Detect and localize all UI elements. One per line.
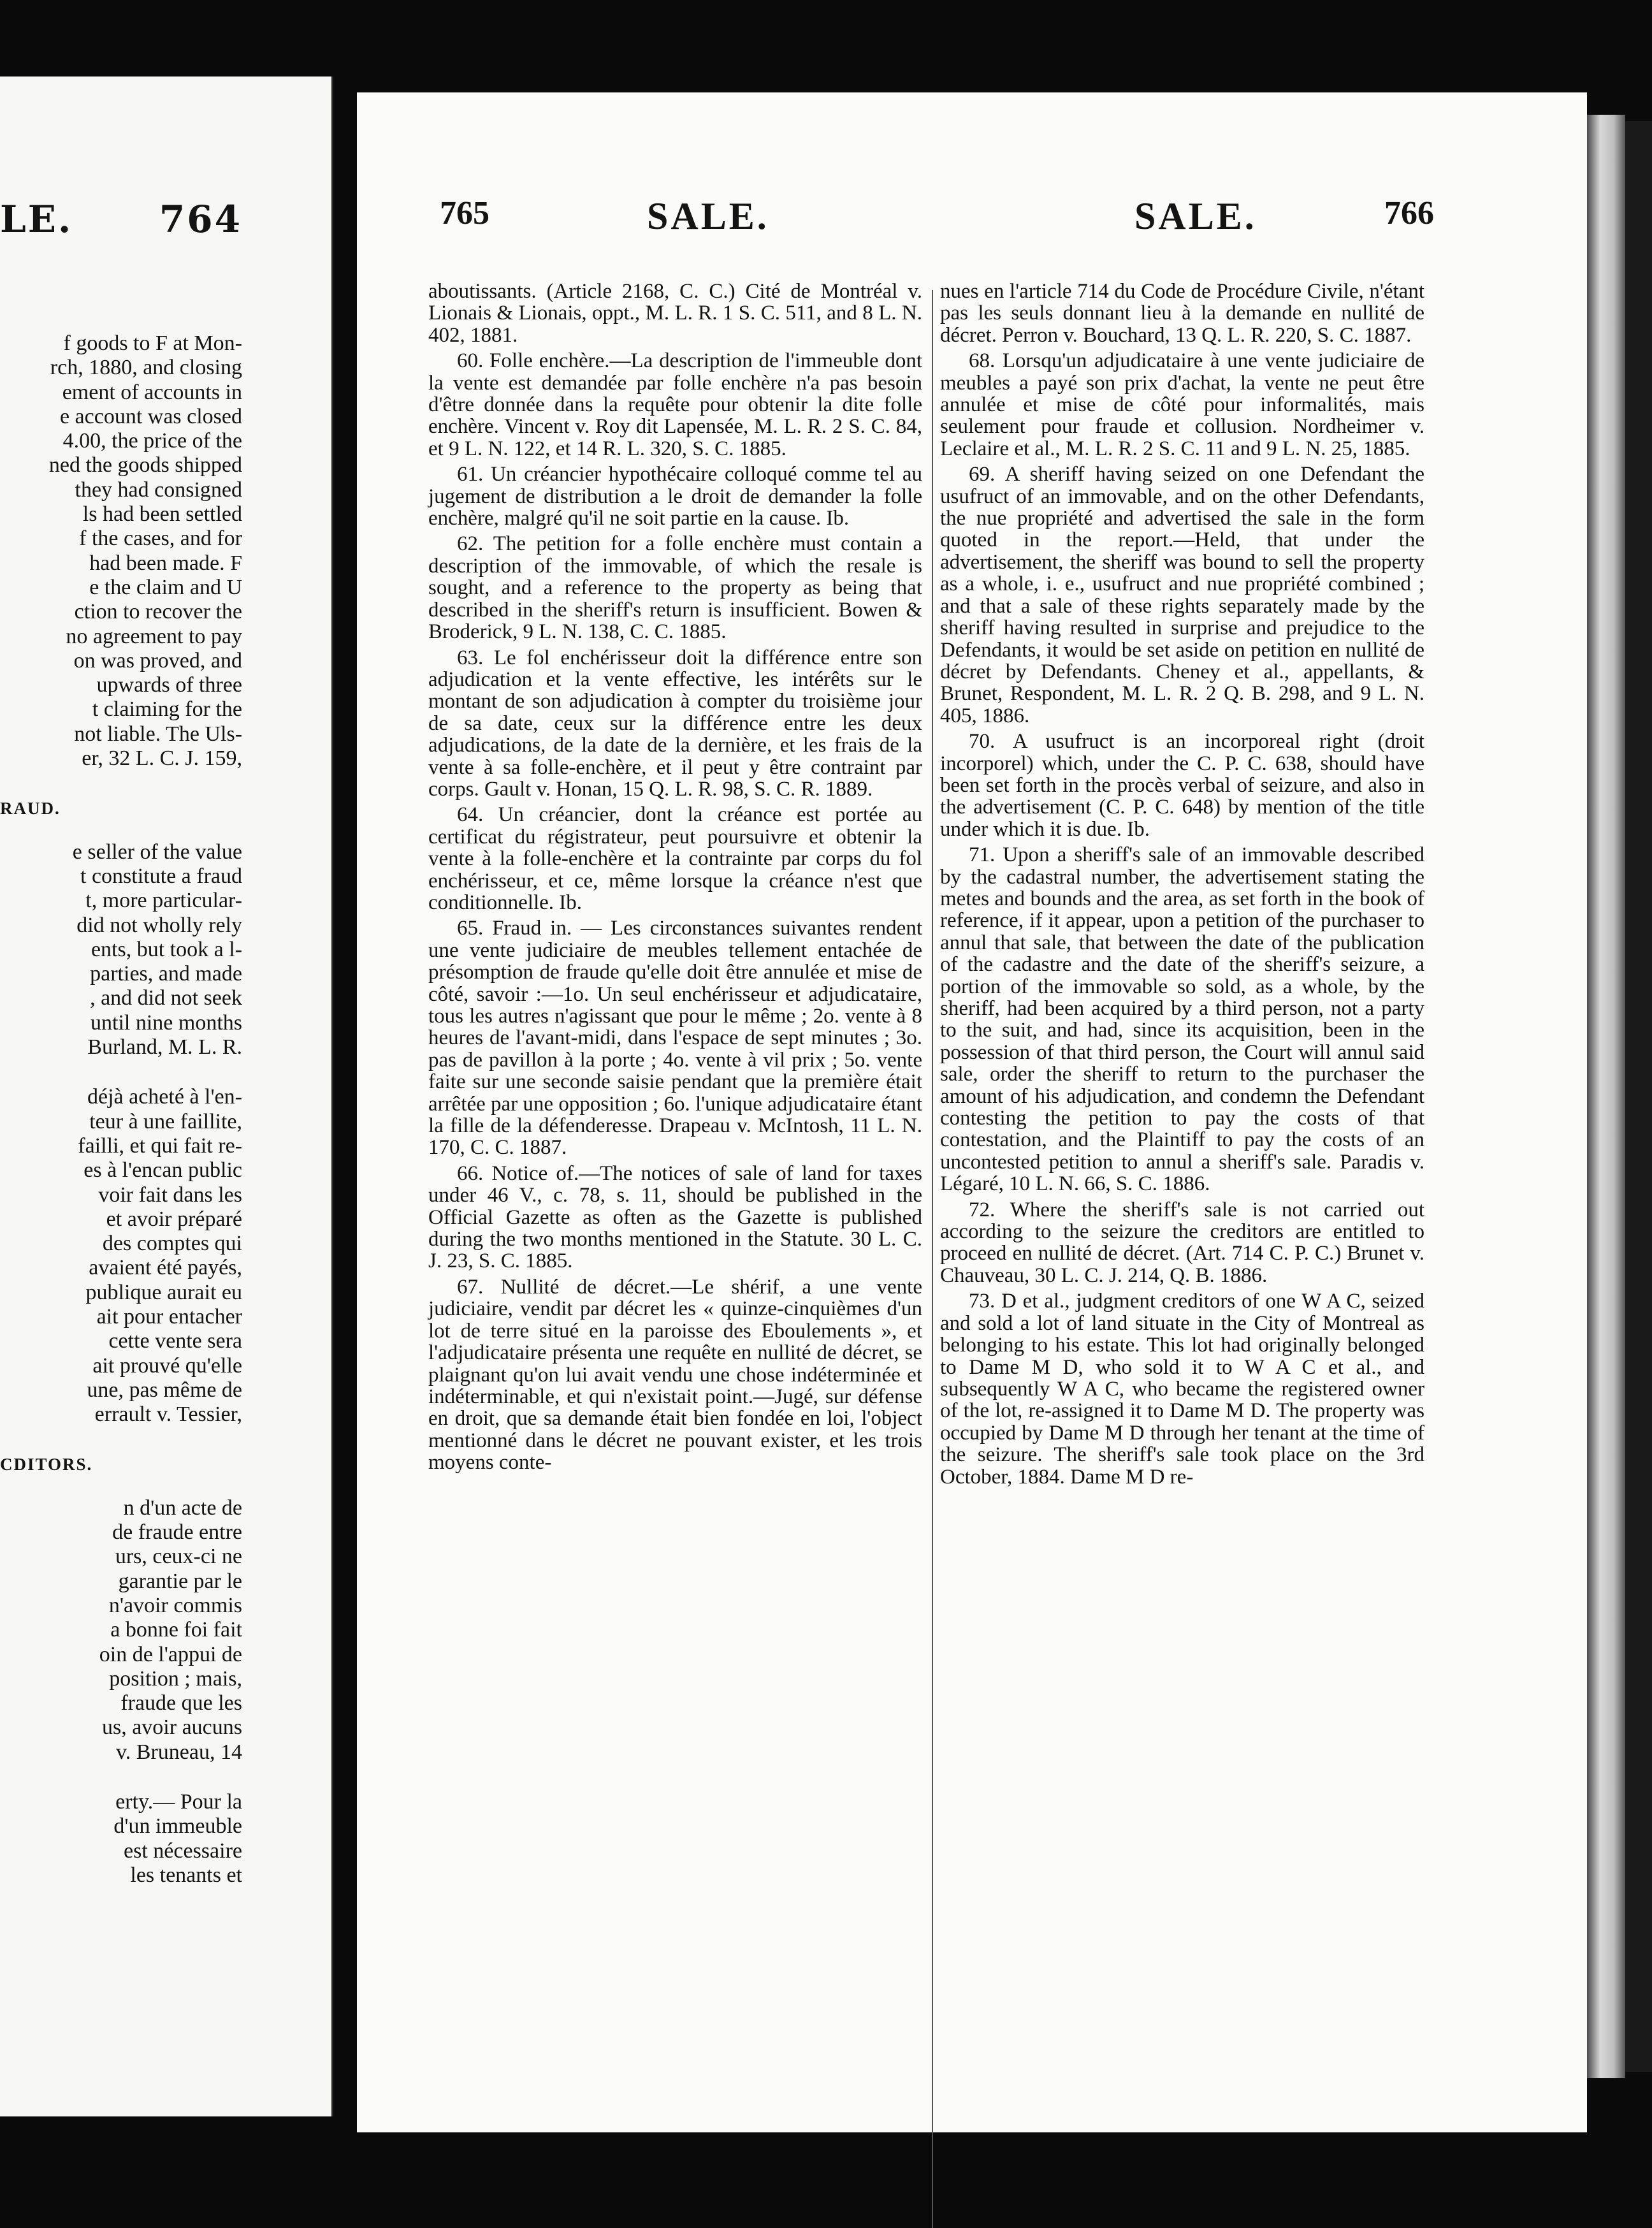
left-line: they had consigned	[75, 477, 242, 502]
column-divider	[932, 290, 933, 2228]
left-line: t, more particular-	[85, 889, 242, 913]
left-line: , and did not seek	[90, 986, 242, 1010]
paragraph-60: 60. Folle enchère.—La description de l'immeuble dont la vente est demandée par folle enchère n'a pas besoin d'être donnée dans la requête pour obtenir la dite folle enchère. Vincent v. Roy dit Lapensée, M. L. R. 2 S. C. 84, et 9 L. N. 122, et 14 R. L. 320, S. C. 1885.	[428, 349, 922, 460]
left-line: es à l'encan public	[83, 1158, 242, 1183]
paragraph-61: 61. Un créancier hypothécaire colloqué comme tel au jugement de distribution a le droit de demander la folle enchère, malgré qu'il ne soit partie en la cause. Ib.	[428, 463, 922, 530]
running-title-left: SALE.	[647, 195, 769, 237]
left-gap	[0, 1765, 242, 1790]
left-line: avaient été payés,	[89, 1256, 242, 1280]
left-line: Burland, M. L. R.	[87, 1035, 242, 1059]
paragraph-69: 69. A sheriff having seized on one Defendant the usufruct of an immovable, and on the other Defendants, the nue propriété and advertised the sale in the form quoted in the report.—Held, that under the advertisement, the sheriff was bound to sell the property as a whole, i. e., usufruct and nue propriété combined ; and that a sale of these rights separately made by the sheriff having resulted in surprise and prejudice to the Defendants, it would be set aside on petition en nullité de décret by Defendants. Cheney et al., appellants, & Brunet, Respondent, M. L. R. 2 Q. B. 298, and 9 L. N. 405, 1886.	[940, 463, 1424, 727]
left-line: ait pour entacher	[96, 1304, 242, 1329]
left-line: les tenants et	[130, 1863, 242, 1887]
left-line: errault v. Tessier,	[94, 1402, 242, 1427]
left-line: parties, and made	[90, 962, 242, 986]
left-line: teur à une faillite,	[89, 1109, 242, 1133]
left-line: ait prouvé qu'elle	[92, 1353, 242, 1378]
page-number-left: 765	[440, 195, 489, 231]
left-block-b	[0, 840, 242, 1060]
left-line: et avoir préparé	[106, 1207, 242, 1231]
previous-page-text	[0, 331, 242, 1888]
left-block-d	[0, 1496, 242, 1765]
left-line: ement of accounts in	[62, 380, 242, 404]
left-line: t claiming for the	[92, 697, 242, 722]
paragraph-65: 65. Fraud in. — Les circonstances suivantes rendent une vente judiciaire de meubles tellement entachée de présomption de fraude qu'elle doit être annulée et mise de côté, savoir :—1o. Un seul enchérisseur et adjudicataire, tous les autres n'agissant que pour le même ; 2o. vente à 8 heures de l'avant-midi, dans l'espace de sept minutes ; 3o. pas de pavillon à la porte ; 4o. vente à vil prix ; 5o. vente faite sur une seconde saisie pendant que la première était arrêtée par une opposition ; 6o. l'unique adjudicataire étant la fille de la défenderesse. Drapeau v. McIntosh, 11 L. N. 170, C. C. 1887.	[428, 917, 922, 1160]
book-spine	[1587, 115, 1625, 2078]
page-header	[440, 194, 1434, 258]
left-section-heading: RAUD.	[0, 799, 61, 819]
left-line: f the cases, and for	[79, 527, 242, 551]
left-block-c	[0, 1085, 242, 1427]
paragraph-70: 70. A usufruct is an incorporeal right (droit incorporel) which, under the C. P. C. 638, should have been set forth in the procès verbal of seizure, and also in the advertisement (C. P. C. 648) by mention of the title under which it is due. Ib.	[940, 730, 1424, 841]
left-line: did not wholly rely	[76, 913, 242, 937]
left-line: until nine months	[91, 1010, 242, 1035]
paragraph-63: 63. Le fol enchérisseur doit la différence entre son adjudication et la vente effective, les intérêts sur le montant de son adjudication à compter du troisième jour de sa date, ceux sur la différence entre les deux adjudications, de la date de la dernière, et les frais de la vente à sa folle-enchère, et il peut y être contraint par corps. Gault v. Honan, 15 Q. L. R. 98, S. C. R. 1889.	[428, 646, 922, 801]
left-line: a bonne foi fait	[110, 1618, 242, 1642]
left-line: déjà acheté à l'en-	[87, 1085, 242, 1109]
paragraph-71: 71. Upon a sheriff's sale of an immovable described by the cadastral number, the advertisement stating the metes and bounds and the area, as set forth in the book of reference, if it appear, upon a petition of the purchaser to annul that sale, that between the date of the publication of the cadastre and the date of the sheriff's seizure, a portion of the immovable so sold, as a whole, by the sheriff, had been acquired by a third person, not a party to the suit, and had, since its acquisition, been in the possession of that third person, the Court will annul said sale, order the sheriff to return to the purchaser the amount of his adjudication, and condemn the Defendant contesting the petition to pay the costs of that contestation, and the Plaintiff to pay the costs of an uncontested petition to annul a sheriff's sale. Paradis v. Légaré, 10 L. N. 66, S. C. 1886.	[940, 843, 1424, 1196]
left-line: fraude que les	[120, 1691, 242, 1715]
left-line: v. Bruneau, 14	[116, 1740, 242, 1764]
left-block-e	[0, 1790, 242, 1888]
paragraph: aboutissants. (Article 2168, C. C.) Cité de Montréal v. Lionais & Lionais, oppt., M. L. R. 1 S. C. 511, and 8 L. N. 402, 1881.	[428, 280, 922, 347]
page-number-right: 766	[1384, 195, 1434, 231]
left-line: voir fait dans les	[98, 1183, 242, 1207]
left-line: upwards of three	[96, 673, 242, 697]
left-line: erty.— Pour la	[115, 1790, 242, 1814]
left-line: position ; mais,	[109, 1666, 242, 1691]
left-line: f goods to F at Mon-	[63, 331, 242, 355]
previous-page	[0, 76, 333, 2116]
left-line: n'avoir commis	[108, 1593, 242, 1617]
left-line: ned the goods shipped	[48, 453, 242, 477]
left-line: failli, et qui fait re-	[78, 1133, 242, 1158]
left-line: n d'un acte de	[123, 1496, 242, 1520]
left-line: e seller of the value	[72, 840, 242, 864]
paragraph-67: 67. Nullité de décret.—Le shérif, a une vente judiciaire, vendit par décret les « quinze-cinquièmes d'un lot de terre situé en la paroisse des Eboulements », et l'adjudicataire présenta une requête en nullité de décret, se plaignant qu'on lui avait vendu une chose indéterminée et indéterminable, et qui n'existait point.—Jugé, sur défense en droit, que sa demande était bien fondée en loi, l'object mentionné dans le décret ne pouvant exister, et les trois moyens conte-	[428, 1275, 922, 1474]
left-line: on was proved, and	[73, 648, 242, 673]
previous-page-header	[0, 198, 242, 255]
paragraph-68: 68. Lorsqu'un adjudicataire à une vente judiciaire de meubles a payé son prix d'achat, la vente ne peut être annulée et mise de côté pour informalités, mais seulement pour fraude et collusion. Nordheimer v. Leclaire et al., M. L. R. 2 S. C. 11 and 9 L. N. 25, 1885.	[940, 349, 1424, 460]
left-line: ction to recover the	[74, 600, 242, 624]
left-line: cette vente sera	[108, 1329, 242, 1353]
left-section-heading: CDITORS.	[0, 1455, 93, 1474]
paragraph-73: 73. D et al., judgment creditors of one W A C, seized and sold a lot of land situate in the City of Montreal as belonging to his estate. This lot had originally belonged to Dame M D, who sold it to W A C et al., and subsequently W A C, who became the registered owner of the lot, re-assigned it to Dame M D. The property was occupied by Dame M D through her tenant at the time of the seizure. The sheriff's sale took place on the 3rd October, 1884. Dame M D re-	[940, 1290, 1424, 1489]
paragraph-66: 66. Notice of.—The notices of sale of land for taxes under 46 V., c. 78, s. 11, should be published in the Official Gazette as often as the Gazette is published during the two months mentioned in the Statute. 30 L. C. J. 23, S. C. 1885.	[428, 1161, 922, 1273]
paragraph-72: 72. Where the sheriff's sale is not carried out according to the seizure the creditors are entitled to proceed en nullité de décret. (Art. 714 C. P. C.) Brunet v. Chauveau, 30 L. C. J. 214, Q. B. 1886.	[940, 1198, 1424, 1287]
left-line: garantie par le	[118, 1569, 242, 1593]
left-line: e the claim and U	[89, 575, 242, 599]
left-line: rch, 1880, and closing	[50, 356, 242, 380]
paragraph-62: 62. The petition for a folle enchère must contain a description of the immovable, of which the resale is sought, and a reference to the property as being that described in the sheriff's return is insufficient. Bowen & Broderick, 9 L. N. 138, C. C. 1885.	[428, 532, 922, 644]
left-line: t constitute a fraud	[80, 864, 242, 888]
left-line: er, 32 L. C. J. 159,	[82, 746, 242, 771]
left-line: ents, but took a l-	[91, 937, 242, 961]
left-line: had been made. F	[89, 551, 242, 575]
left-gap	[0, 1059, 242, 1085]
left-line: une, pas même de	[87, 1378, 242, 1402]
left-line: urs, ceux-ci ne	[115, 1545, 242, 1569]
left-line: est nécessaire	[124, 1838, 242, 1863]
left-line: 4.00, the price of the	[62, 429, 242, 453]
left-line: no agreement to pay	[66, 624, 242, 648]
running-title-right: SALE.	[1134, 195, 1257, 237]
left-line: not liable. The Uls-	[74, 722, 242, 746]
book-edge	[1625, 121, 1652, 2072]
left-block-a	[0, 331, 242, 771]
left-line: d'un immeuble	[113, 1814, 242, 1838]
left-line: publique aurait eu	[85, 1280, 242, 1304]
paragraph-64: 64. Un créancier, dont la créance est portée au certificat du régistrateur, peut poursuivre et obtenir la vente à la folle-enchère et la contrainte par corps du fol enchérisseur, et ce, même lorsque la créance n'est que conditionnelle. Ib.	[428, 803, 922, 914]
previous-page-number: 764	[159, 198, 242, 241]
left-line: des comptes qui	[102, 1232, 242, 1256]
left-line: us, avoir aucuns	[101, 1715, 242, 1740]
left-line: oin de l'appui de	[99, 1642, 242, 1666]
text-column-right	[940, 280, 1424, 1488]
left-line: de fraude entre	[112, 1520, 242, 1545]
left-line: ls had been settled	[82, 502, 242, 527]
previous-running-head: LE.	[0, 198, 73, 241]
text-column-left	[428, 280, 922, 1474]
paragraph: nues en l'article 714 du Code de Procédure Civile, n'étant pas les seuls donnant lieu à la demande en nullité de décret. Perron v. Bouchard, 13 Q. L. R. 220, S. C. 1887.	[940, 280, 1424, 347]
left-line: e account was closed	[59, 404, 242, 428]
